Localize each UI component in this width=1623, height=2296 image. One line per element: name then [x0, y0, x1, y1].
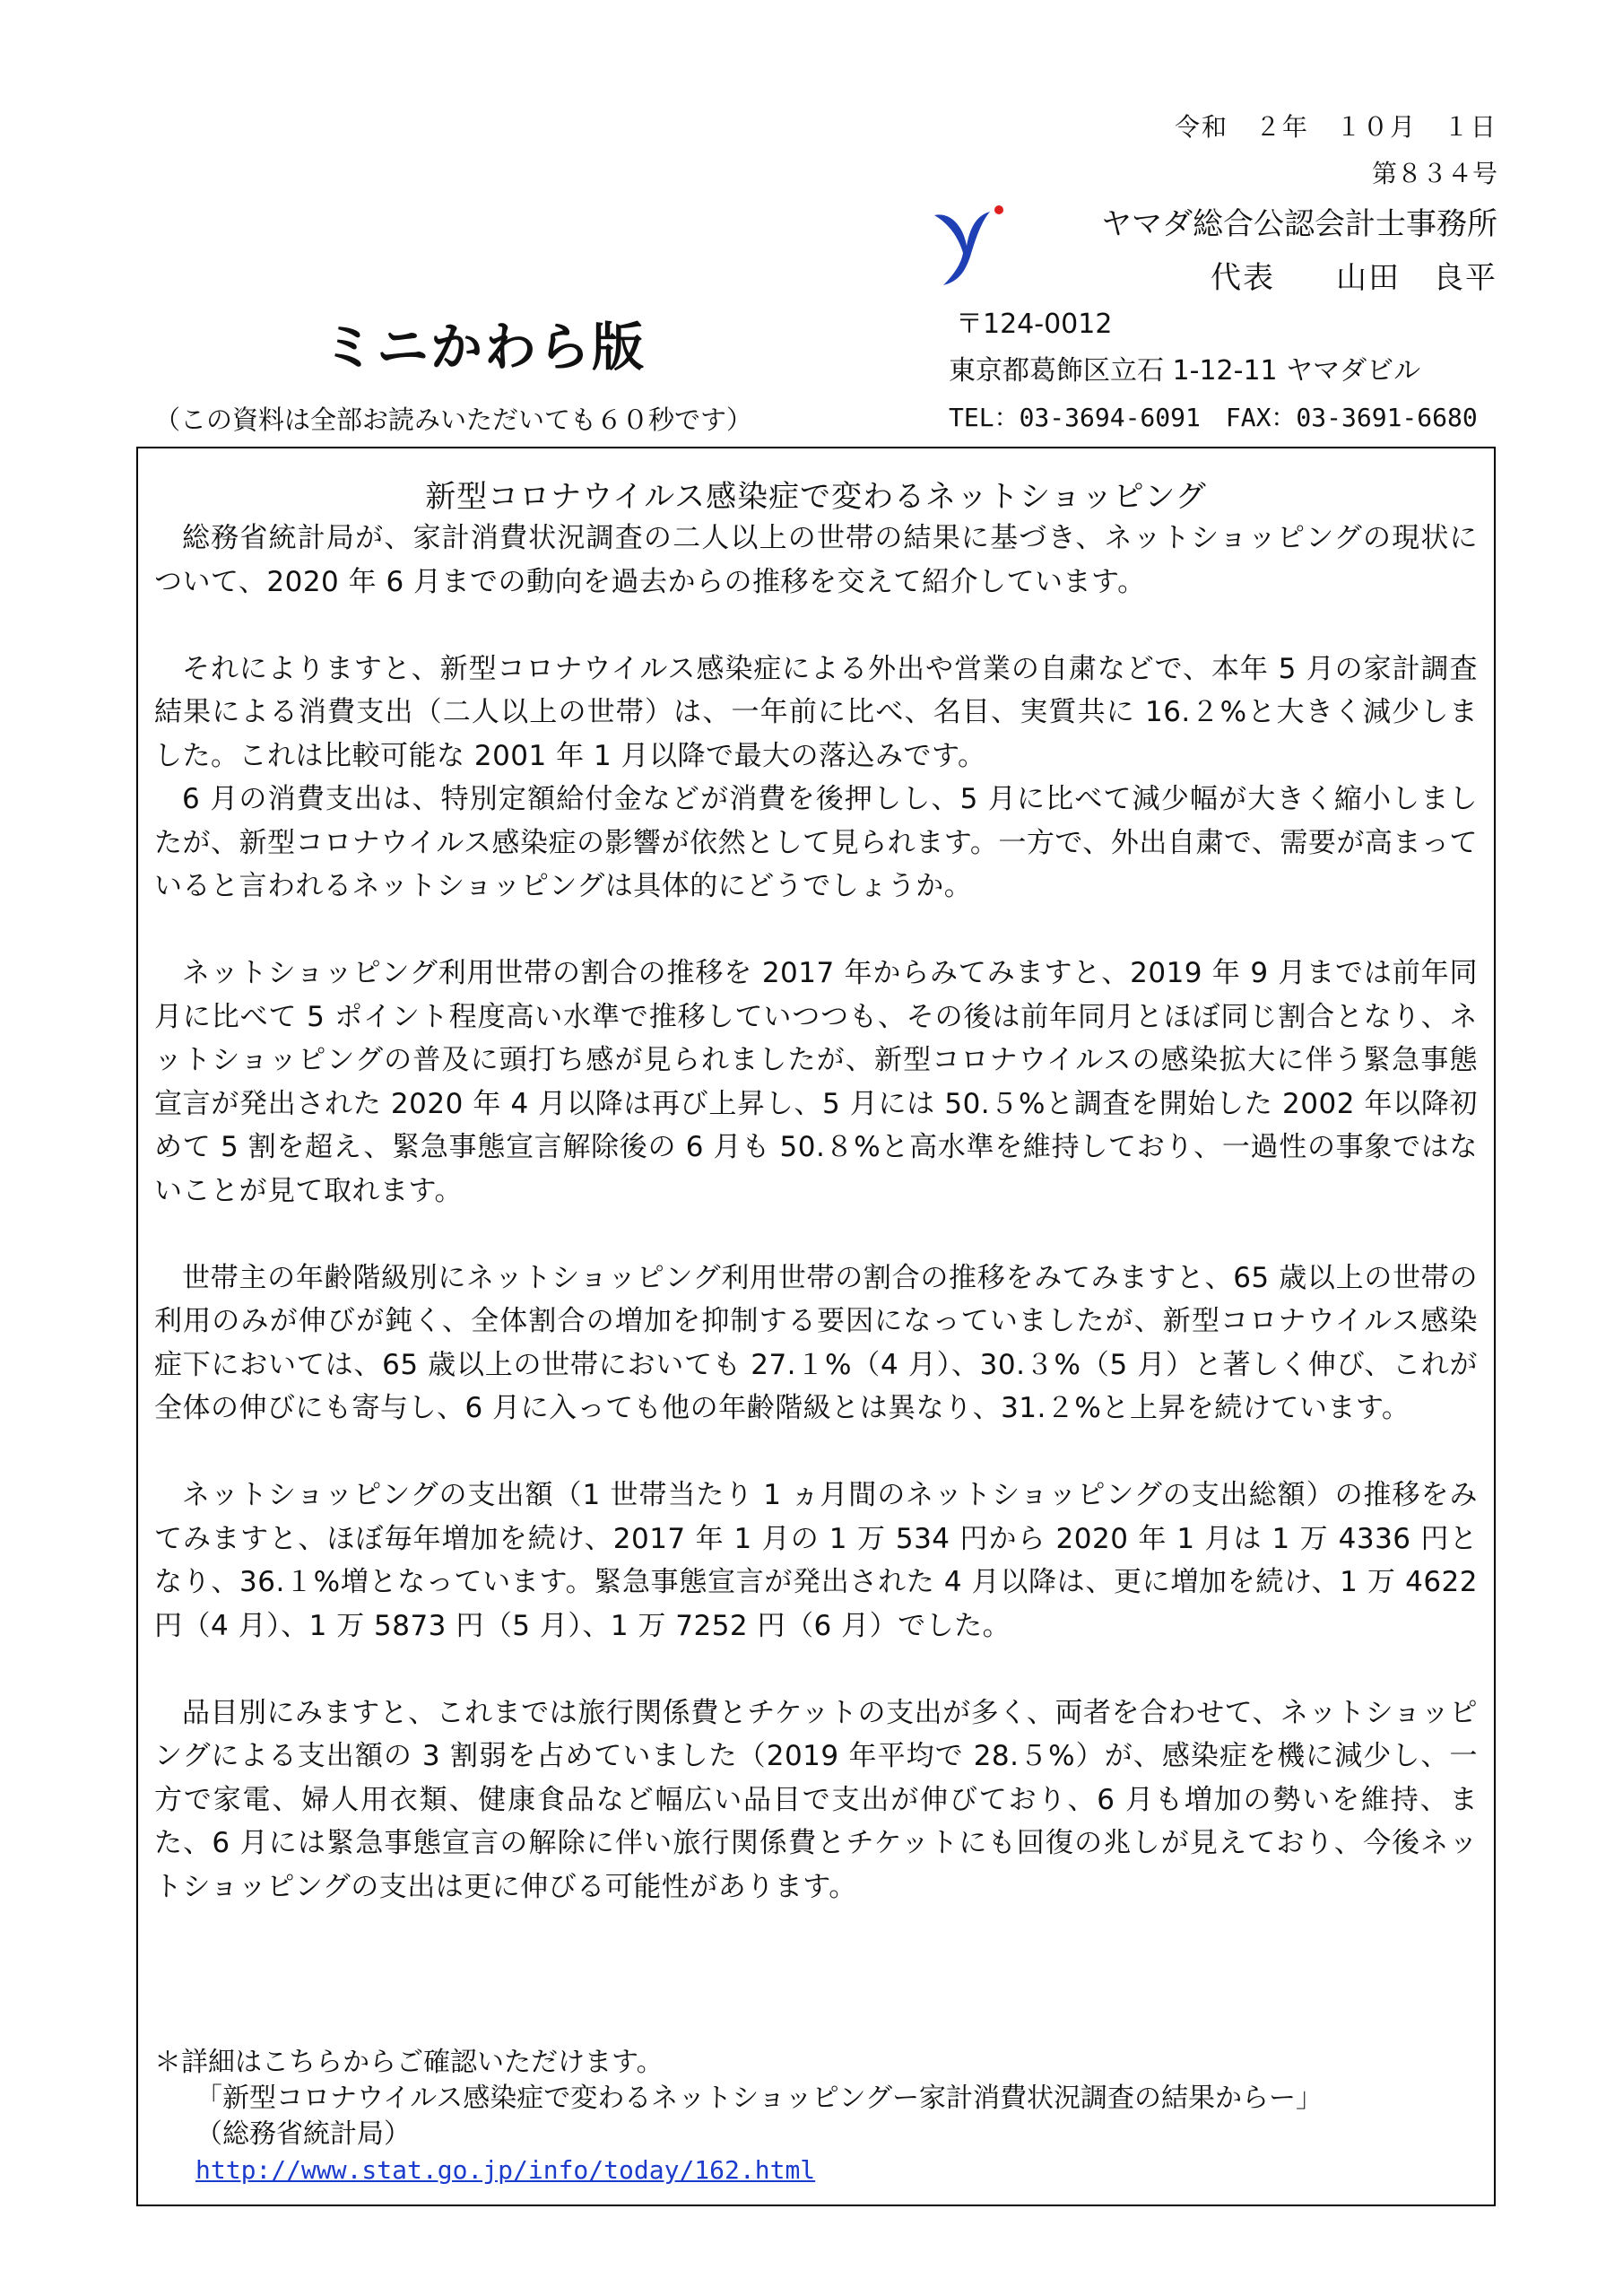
reading-time-note: （この資料は全部お読みいただいても６０秒です） [154, 404, 753, 435]
source-title: 「新型コロナウイルス感染症で変わるネットショッピングー家計消費状況調査の結果からー」 [195, 2083, 1323, 2114]
paragraph: 世帯主の年齢階級別にネットショッピング利用世帯の割合の推移をみてみますと、65 歳以上の世帯の利用のみが伸びが鈍く、全体割合の増加を抑制する要因になっていましたが、新型コロナウイルス感染症下においては、65 歳以上の世帯においても 27.１%（4 月）、30.３%（5 月）と著しく伸び、これが全体の伸びにも寄与し、6 月に入っても他の年齢階級とは異なり、31.２%と上昇を続けています。 [154, 1261, 1478, 1424]
paragraph: 6 月の消費支出は、特別定額給付金などが消費を後押しし、5 月に比べて減少幅が大きく縮小しましたが、新型コロナウイルス感染症の影響が依然として見られます。一方で、外出自粛で、需要が高まっていると言われるネットショッピングは具体的にどうでしょうか。 [154, 783, 1478, 902]
paragraph: ネットショッピングの支出額（1 世帯当たり 1 ヵ月間のネットショッピングの支出総額）の推移をみてみますと、ほぼ毎年増加を続け、2017 年 1 月の 1 万 534 円から 2020 年 1 月は 1 万 4336 円となり、36.１%増となっています。緊急事態宣言が発出された 4 月以降は、更に増加を続け、1 万 4622 円（4 月）、1 万 5873 円（5 月）、1 万 7252 円（6 月）でした。 [154, 1479, 1478, 1642]
paragraph: 品目別にみますと、これまでは旅行関係費とチケットの支出が多く、両者を合わせて、ネットショッピングによる支出額の 3 割弱を占めていました（2019 年平均で 28.５%）が、感染症を機に減少し、一方で家電、婦人用衣類、健康食品など幅広い品目で支出が伸びており、6 月も増加の勢いを維持、また、6 月には緊急事態宣言の解除に伴い旅行関係費とチケットにも回復の兆しが見えており、今後ネットショッピングの支出は更に伸びる可能性があります。 [154, 1696, 1478, 1903]
paragraph: 総務省統計局が、家計消費状況調査の二人以上の世帯の結果に基づき、ネットショッピングの現状について、2020 年 6 月までの動向を過去からの推移を交えて紹介しています。 [154, 522, 1478, 598]
office-address: 東京都葛飾区立石 1-12-11 ヤマダビル [949, 355, 1421, 387]
article-box [136, 447, 1496, 2206]
issue-number: 第８３４号 [1371, 159, 1497, 188]
representative [1211, 253, 1497, 297]
source-organization: （総務省統計局） [195, 2118, 411, 2150]
paragraph: それによりますと、新型コロナウイルス感染症による外出や営業の自粛などで、本年 5 月の家計調査結果による消費支出（二人以上の世帯）は、一年前に比べ、名目、実質共に 16.２%と大きく減少しました。これは比較可能な 2001 年 1 月以降で最大の落込みです。 [154, 652, 1478, 772]
office-name: ヤマダ総合公認会計士事務所 [1101, 206, 1497, 242]
source-link[interactable]: http://www.stat.go.jp/info/today/162.html [195, 2155, 816, 2185]
source-footer [154, 2045, 1478, 2188]
paragraph: ネットショッピング利用世帯の割合の推移を 2017 年からみてみますと、2019 年 9 月までは前年同月に比べて 5 ポイント程度高い水準で推移していつつも、その後は前年同月とほぼ同じ割合となり、ネットショッピングの普及に頭打ち感が見られましたが、新型コロナウイルスの感染拡大に伴う緊急事態宣言が発出された 2020 年 4 月以降は再び上昇し、5 月には 50.５%と調査を開始した 2002 年以降初めて 5 割を超え、緊急事態宣言解除後の 6 月も 50.８%と高水準を維持しており、一過性の事象ではないことが見て取れます。 [154, 957, 1479, 1207]
newsletter-title: ミニかわら版 [323, 317, 647, 378]
postal-code: 〒124-0012 [956, 309, 1113, 340]
article-title: 新型コロナウイルス感染症で変わるネットショッピング [425, 479, 1207, 515]
representative-title: 代表 [1211, 260, 1275, 296]
footer-note: ＊詳細はこちらからご確認いただけます。 [154, 2047, 664, 2078]
company-logo-icon [924, 199, 1013, 289]
tel-fax: TEL：03-3694-6091 FAX：03-3691-6680 [949, 403, 1478, 432]
issue-date: 令和 ２年 １０月 １日 [1174, 112, 1497, 142]
article-body [154, 517, 1478, 1909]
representative-name: 山田 良平 [1336, 260, 1497, 296]
